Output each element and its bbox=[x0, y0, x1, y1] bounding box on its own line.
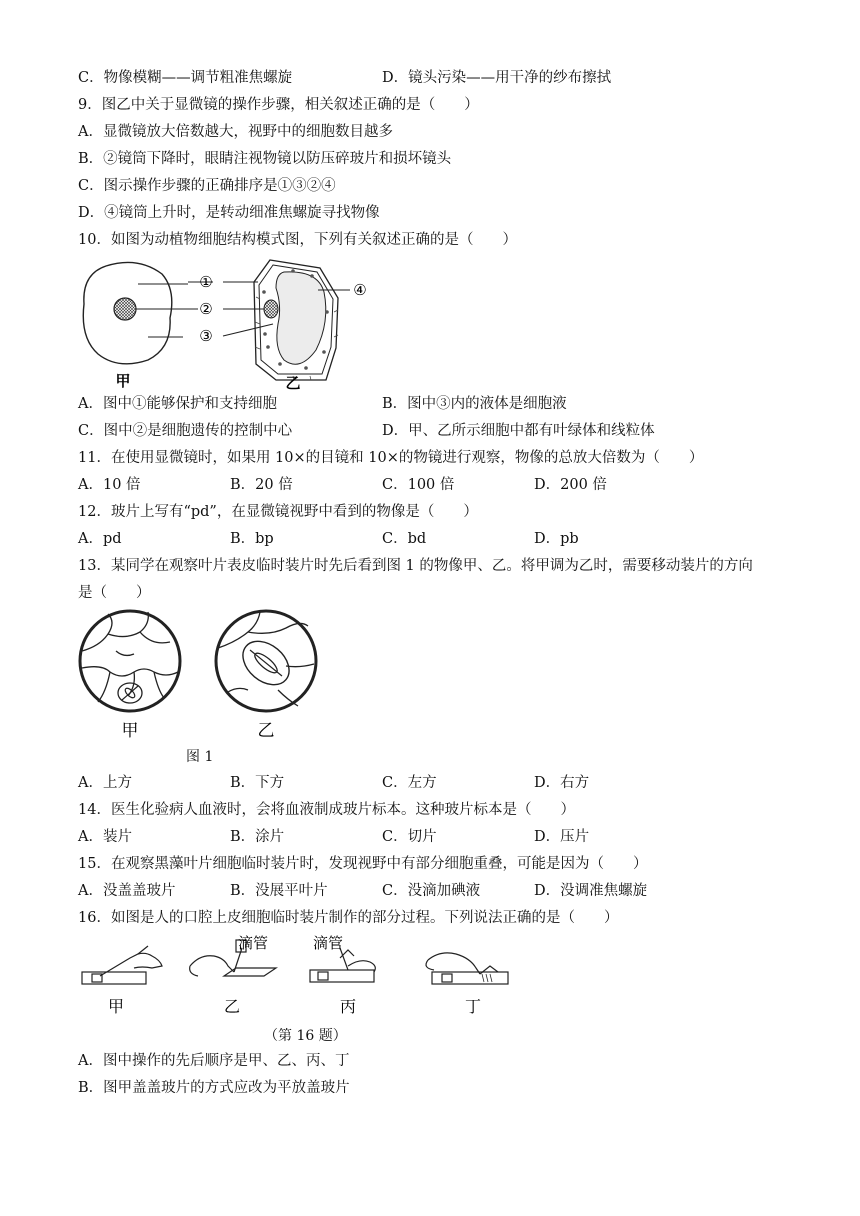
step-label-yi: 乙 bbox=[223, 997, 241, 1016]
label-yi: 乙 bbox=[285, 374, 301, 392]
marker-3: ③ bbox=[199, 327, 213, 345]
q14-option-d: D．压片 bbox=[534, 829, 590, 845]
q12-option-b: B．bp bbox=[230, 531, 274, 547]
q11-stem: 11．在使用显微镜时，如果用 10×的目镜和 10×的物镜进行观察，物像的总放大倍数为（ ） bbox=[78, 450, 704, 466]
q14-option-c: C．切片 bbox=[382, 829, 437, 845]
q14-stem: 14．医生化验病人血液时，会将血液制成玻片标本。这种玻片标本是（ ） bbox=[78, 802, 575, 818]
view-label-jia: 甲 bbox=[121, 721, 139, 741]
q11-option-b: B．20 倍 bbox=[230, 477, 293, 493]
step-jia bbox=[82, 946, 162, 984]
label-jia: 甲 bbox=[115, 372, 131, 390]
q9-option-a: A．显微镜放大倍数越大，视野中的细胞数目越多 bbox=[78, 124, 393, 140]
q13-option-b: B．下方 bbox=[230, 775, 285, 791]
q11-option-a: A．10 倍 bbox=[78, 477, 141, 493]
q10-stem: 10．如图为动植物细胞结构模式图，下列有关叙述正确的是（ ） bbox=[78, 232, 517, 248]
cell-structure-figure bbox=[78, 252, 378, 392]
q14-option-b: B．涂片 bbox=[230, 829, 285, 845]
q13-option-d: D．右方 bbox=[534, 775, 590, 791]
dropper-label-2: 滴管 bbox=[312, 934, 344, 952]
q10-option-d: D．甲、乙所示细胞中都有叶绿体和线粒体 bbox=[382, 423, 655, 439]
plant-cell-vacuole bbox=[276, 272, 326, 364]
q10-option-c: C．图中②是细胞遗传的控制中心 bbox=[78, 423, 293, 439]
q9-option-b: B．②镜筒下降时，眼睛注视物镜以防压碎玻片和损坏镜头 bbox=[78, 151, 452, 167]
q15-option-c: C．没滴加碘液 bbox=[382, 883, 481, 899]
q11-option-c: C．100 倍 bbox=[382, 477, 455, 493]
q14-option-a: A．装片 bbox=[78, 829, 132, 845]
q13-stem-line2: 是（ ） bbox=[78, 585, 151, 601]
q16-option-a: A．图中操作的先后顺序是甲、乙、丙、丁 bbox=[78, 1053, 350, 1069]
q16-figure-caption: （第 16 题） bbox=[264, 1028, 347, 1044]
slide-preparation-diagram bbox=[78, 932, 518, 1020]
animal-cell-nucleus bbox=[114, 298, 136, 320]
step-ding bbox=[426, 953, 508, 984]
q10-option-a: A．图中①能够保护和支持细胞 bbox=[78, 396, 277, 412]
marker-2: ② bbox=[199, 300, 213, 318]
q11-option-d: D．200 倍 bbox=[534, 477, 607, 493]
slide-preparation-figure bbox=[78, 932, 518, 1020]
q15-option-a: A．没盖盖玻片 bbox=[78, 883, 176, 899]
marker-1: ① bbox=[199, 273, 213, 291]
figure-1-caption: 图 1 bbox=[186, 749, 214, 765]
step-label-jia: 甲 bbox=[107, 997, 125, 1016]
marker-4: ④ bbox=[353, 281, 367, 299]
q13-stem-line1: 13．某同学在观察叶片表皮临时装片时先后看到图 1 的物像甲、乙。将甲调为乙时，需要移动装片的方向 bbox=[78, 558, 753, 574]
q10-option-b: B．图中③内的液体是细胞液 bbox=[382, 396, 567, 412]
q12-option-c: C．bd bbox=[382, 531, 427, 547]
microscope-view-figure bbox=[78, 606, 338, 766]
q12-option-a: A．pd bbox=[78, 531, 122, 547]
plant-cell-nucleus bbox=[264, 300, 278, 318]
q9-option-c: C．图示操作步骤的正确排序是①③②④ bbox=[78, 178, 336, 194]
q9-stem: 9．图乙中关于显微镜的操作步骤，相关叙述正确的是（ ） bbox=[78, 97, 479, 113]
q12-stem: 12．玻片上写有“pd”，在显微镜视野中看到的物像是（ ） bbox=[78, 504, 478, 520]
cell-structure-diagram bbox=[78, 252, 378, 392]
q15-stem: 15．在观察黑藻叶片细胞临时装片时，发现视野中有部分细胞重叠，可能是因为（ ） bbox=[78, 856, 648, 872]
q12-option-d: D．pb bbox=[534, 531, 579, 547]
q16-option-b: B．图甲盖盖玻片的方式应改为平放盖玻片 bbox=[78, 1080, 350, 1096]
q15-option-d: D．没调准焦螺旋 bbox=[534, 883, 648, 899]
q15-option-b: B．没展平叶片 bbox=[230, 883, 328, 899]
q16-stem: 16．如图是人的口腔上皮细胞临时装片制作的部分过程。下列说法正确的是（ ） bbox=[78, 910, 619, 926]
q9-option-d: D．④镜筒上升时，是转动细准焦螺旋寻找物像 bbox=[78, 205, 380, 221]
q8-option-c: C．物像模糊——调节粗准焦螺旋 bbox=[78, 70, 293, 86]
step-label-ding: 丁 bbox=[464, 997, 482, 1016]
q13-option-c: C．左方 bbox=[382, 775, 437, 791]
q13-option-a: A．上方 bbox=[78, 775, 132, 791]
step-label-bing: 丙 bbox=[339, 997, 357, 1016]
view-label-yi: 乙 bbox=[257, 721, 275, 741]
step-bing bbox=[310, 948, 375, 982]
dropper-label-1: 滴管 bbox=[237, 934, 269, 952]
q8-option-d: D．镜头污染——用干净的纱布擦拭 bbox=[382, 70, 612, 86]
microscope-view-diagram bbox=[78, 606, 338, 766]
